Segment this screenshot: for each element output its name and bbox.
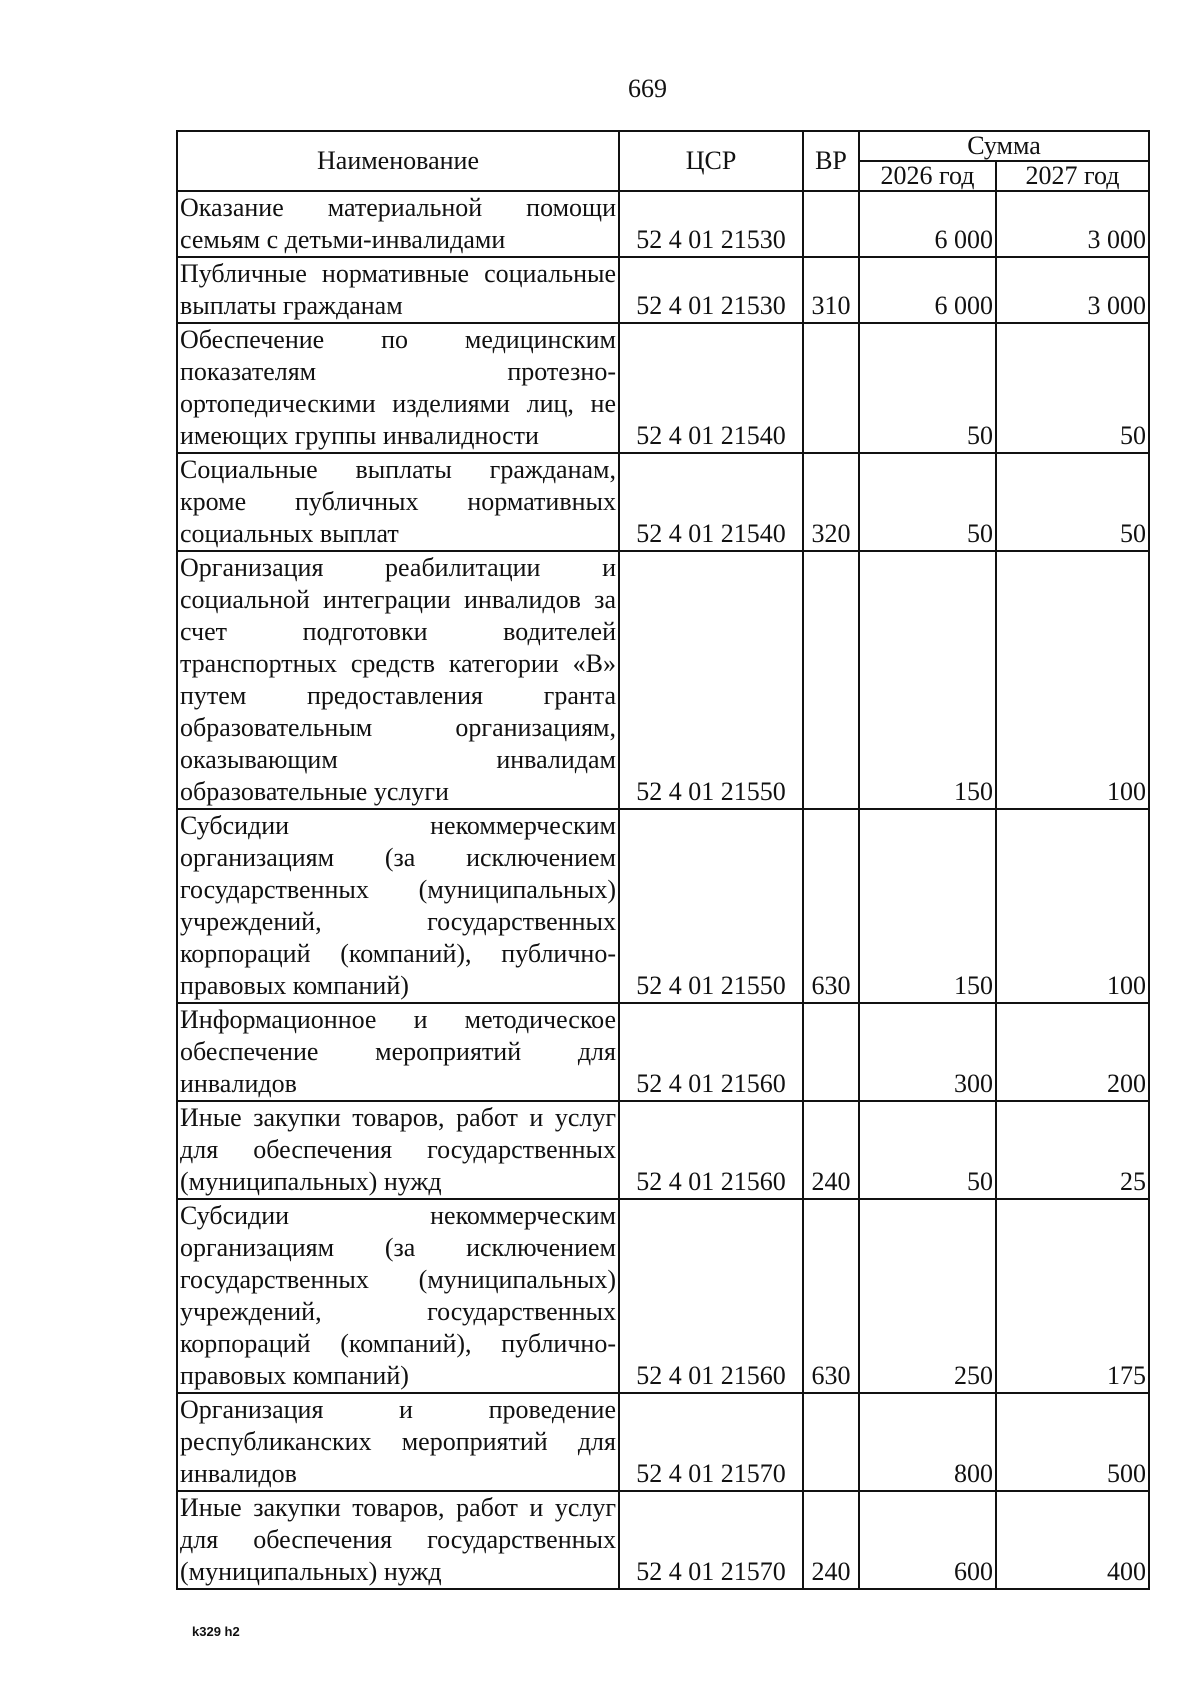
row-csr-cell: 52 4 01 21540 (619, 323, 803, 453)
row-amount-2026-cell: 300 (859, 1003, 996, 1101)
row-amount-2026-cell: 50 (859, 1101, 996, 1199)
row-amount-2027-cell: 500 (996, 1393, 1149, 1491)
header-year-2027: 2027 год (996, 161, 1149, 191)
row-amount-2026-cell: 250 (859, 1199, 996, 1393)
row-vr-cell: 310 (803, 257, 859, 323)
row-vr-cell: 320 (803, 453, 859, 551)
row-amount-2026-cell: 6 000 (859, 257, 996, 323)
table-row (177, 323, 1149, 453)
table-row (177, 1003, 1149, 1101)
table-body (177, 191, 1149, 1589)
row-name-cell: Публичные нормативные социальные выплаты гражданам (177, 257, 619, 323)
row-amount-2027-cell: 175 (996, 1199, 1149, 1393)
row-vr-cell: 630 (803, 809, 859, 1003)
row-csr-cell: 52 4 01 21560 (619, 1101, 803, 1199)
row-amount-2026-cell: 150 (859, 551, 996, 809)
row-amount-2026-cell: 50 (859, 323, 996, 453)
header-name: Наименование (177, 131, 619, 191)
row-vr-cell: 240 (803, 1491, 859, 1589)
table-row (177, 257, 1149, 323)
table-row (177, 1199, 1149, 1393)
row-csr-cell: 52 4 01 21530 (619, 191, 803, 257)
row-amount-2026-cell: 800 (859, 1393, 996, 1491)
row-amount-2027-cell: 3 000 (996, 191, 1149, 257)
row-csr-cell: 52 4 01 21560 (619, 1003, 803, 1101)
row-name-cell: Оказание материальной помощи семьям с детьми-инвалидами (177, 191, 619, 257)
row-name-cell: Иные закупки товаров, работ и услуг для обеспечения государственных (муниципальных) нужд (177, 1101, 619, 1199)
row-name-cell: Организация реабилитации и социальной интеграции инвалидов за счет подготовки водителей транспортных средств категории «В» путем предоставления гранта образовательным организациям, оказывающим инвалидам образовательные услуги (177, 551, 619, 809)
row-amount-2027-cell: 25 (996, 1101, 1149, 1199)
row-name-cell: Иные закупки товаров, работ и услуг для обеспечения государственных (муниципальных) нужд (177, 1491, 619, 1589)
row-name-cell: Обеспечение по медицинским показателям протезно-ортопедическими изделиями лиц, не имеющих группы инвалидности (177, 323, 619, 453)
row-csr-cell: 52 4 01 21540 (619, 453, 803, 551)
row-name-cell: Социальные выплаты гражданам, кроме публичных нормативных социальных выплат (177, 453, 619, 551)
footer-code: k329 h2 (192, 1624, 240, 1639)
row-csr-cell: 52 4 01 21560 (619, 1199, 803, 1393)
table-row (177, 1101, 1149, 1199)
row-csr-cell: 52 4 01 21550 (619, 551, 803, 809)
table-row (177, 551, 1149, 809)
row-name-cell: Субсидии некоммерческим организациям (за исключением государственных (муниципальных) учреждений, государственных корпораций (компаний), публично-правовых компаний) (177, 809, 619, 1003)
table-row (177, 191, 1149, 257)
table-row (177, 1393, 1149, 1491)
row-name-cell: Организация и проведение республиканских мероприятий для инвалидов (177, 1393, 619, 1491)
row-amount-2027-cell: 50 (996, 453, 1149, 551)
table-row (177, 1491, 1149, 1589)
row-csr-cell: 52 4 01 21570 (619, 1393, 803, 1491)
row-amount-2026-cell: 600 (859, 1491, 996, 1589)
header-row-top (177, 131, 1149, 161)
header-sum: Сумма (859, 131, 1149, 161)
row-vr-cell (803, 1003, 859, 1101)
row-vr-cell (803, 191, 859, 257)
row-csr-cell: 52 4 01 21530 (619, 257, 803, 323)
header-year-2026: 2026 год (859, 161, 996, 191)
row-vr-cell (803, 323, 859, 453)
row-amount-2026-cell: 50 (859, 453, 996, 551)
table-row (177, 809, 1149, 1003)
row-amount-2026-cell: 150 (859, 809, 996, 1003)
row-amount-2026-cell: 6 000 (859, 191, 996, 257)
row-amount-2027-cell: 400 (996, 1491, 1149, 1589)
header-vr: ВР (803, 131, 859, 191)
row-csr-cell: 52 4 01 21550 (619, 809, 803, 1003)
row-name-cell: Субсидии некоммерческим организациям (за исключением государственных (муниципальных) учреждений, государственных корпораций (компаний), публично-правовых компаний) (177, 1199, 619, 1393)
budget-table (176, 130, 1150, 1590)
header-csr: ЦСР (619, 131, 803, 191)
table-row (177, 453, 1149, 551)
row-amount-2027-cell: 100 (996, 551, 1149, 809)
row-amount-2027-cell: 3 000 (996, 257, 1149, 323)
row-vr-cell: 240 (803, 1101, 859, 1199)
row-vr-cell: 630 (803, 1199, 859, 1393)
row-amount-2027-cell: 50 (996, 323, 1149, 453)
page-number: 669 (628, 74, 667, 103)
row-vr-cell (803, 551, 859, 809)
row-name-cell: Информационное и методическое обеспечение мероприятий для инвалидов (177, 1003, 619, 1101)
row-amount-2027-cell: 200 (996, 1003, 1149, 1101)
row-amount-2027-cell: 100 (996, 809, 1149, 1003)
row-vr-cell (803, 1393, 859, 1491)
row-csr-cell: 52 4 01 21570 (619, 1491, 803, 1589)
